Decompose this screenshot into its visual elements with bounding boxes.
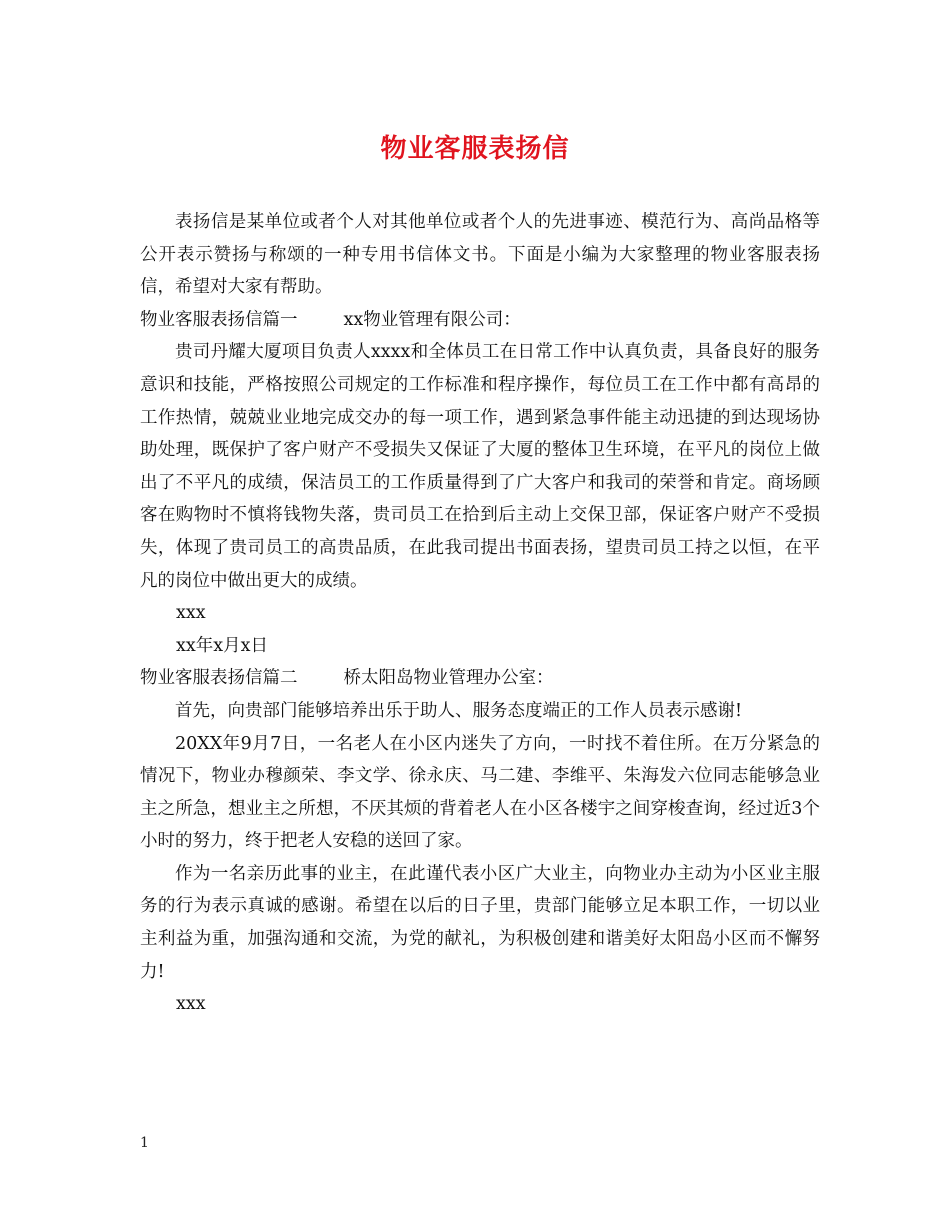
- document-body: [140, 206, 820, 1021]
- letter2-recipient: 桥太阳岛物业管理办公室：: [343, 668, 554, 689]
- document-title: 物业客服表扬信: [380, 134, 570, 164]
- letter1-heading: 物业客服表扬信篇一: [140, 309, 298, 330]
- letter1-body: 贵司丹耀大厦项目负责人xxxx和全体员工在日常工作中认真负责，具备良好的服务意识和技能，严格按照公司规定的工作标准和程序操作，每位员工在工作中都有高昂的工作热情，兢兢业业地完成交办的每一项工作，遇到紧急事件能主动迅捷的到达现场协助处理，既保护了客户财产不受损失又保证了大厦的整体卫生环境，在平凡的岗位上做出了不平凡的成绩，保洁员工的工作质量得到了广大客户和我司的荣誉和肯定。商场顾客在购物时不慎将钱物失落，贵司员工在拾到后主动上交保卫部，保证客户财产不受损失，体现了贵司员工的高贵品质，在此我司提出书面表扬，望贵司员工持之以恒，在平凡的岗位中做出更大的成绩。: [140, 342, 820, 591]
- letter2-paragraph-3: 作为一名亲历此事的业主，在此谨代表小区广大业主，向物业办主动为小区业主服务的行为表示真诚的感谢。希望在以后的日子里，贵部门能够立足本职工作，一切以业主利益为重，加强沟通和交流，为党的献礼，为积极创建和谐美好太阳岛小区而不懈努力!: [140, 863, 820, 982]
- intro-paragraph: 表扬信是某单位或者个人对其他单位或者个人的先进事迹、模范行为、高尚品格等公开表示赞扬与称颂的一种专用书信体文书。下面是小编为大家整理的物业客服表扬信，希望对大家有帮助。: [140, 212, 820, 298]
- letter2-heading: 物业客服表扬信篇二: [140, 668, 298, 689]
- letter1-heading-line: [140, 304, 820, 337]
- letter2-heading-line: [140, 662, 820, 695]
- letter2-paragraph-2: 20XX年9月7日，一名老人在小区内迷失了方向，一时找不着住所。在万分紧急的情况下，物业办穆颜荣、李文学、徐永庆、马二建、李维平、朱海发六位同志能够急业主之所急，想业主之所想，不厌其烦的背着老人在小区各楼宇之间穿梭查询，经过近3个小时的努力，终于把老人安稳的送回了家。: [140, 733, 820, 852]
- letter1-date: xx年x月x日: [176, 635, 268, 656]
- page-number: 1: [140, 1135, 149, 1151]
- letter2-signature: xxx: [176, 994, 206, 1015]
- letter2-paragraph-1: 首先，向贵部门能够培养出乐于助人、服务态度端正的工作人员表示感谢!: [175, 700, 743, 721]
- letter1-recipient: xx物业管理有限公司：: [343, 309, 521, 330]
- letter1-signature: xxx: [176, 603, 206, 624]
